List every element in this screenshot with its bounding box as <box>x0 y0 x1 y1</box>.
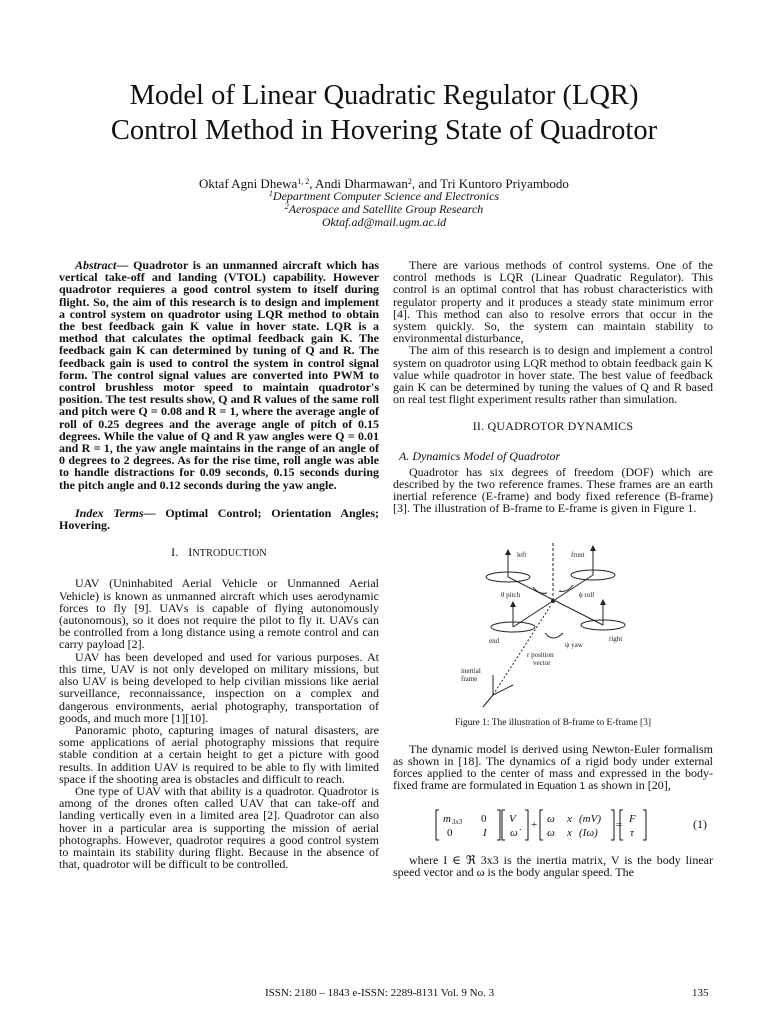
author-1-sup: 1, 2 <box>297 177 310 186</box>
section-1-first-letter: I <box>188 545 193 560</box>
svg-text:x: x <box>567 826 572 839</box>
svg-text:0: 0 <box>481 812 487 825</box>
svg-text:x: x <box>567 812 572 825</box>
svg-text:(Iω): (Iω) <box>579 826 598 839</box>
right-paragraph-2: The aim of this research is to design and implement a control system on quadrotor using LQR method to obtain feedback gain K value while quadrotor in hover state. The best value of feedback gain K can be determined by tuning the values of Q and R based on real test flight experiment results rather than simulation. <box>393 343 713 407</box>
section-heading-introduction <box>59 546 379 560</box>
page-number: 135 <box>692 987 709 999</box>
affiliation-1-text: Department Computer Science and Electronics <box>272 189 500 203</box>
quadrotor-frame-diagram <box>453 535 653 710</box>
affiliation-1-sup: 1 <box>268 189 273 198</box>
svg-text:(mV): (mV) <box>579 812 601 825</box>
fig-label-pitch: θ pitch <box>501 590 521 599</box>
newton-euler-text-1: The dynamic model is derived using Newton-Euler formalism as shown in [18]. The dynamics of a rigid body under external forces applied to the center of mass and expressed in the body-fixed frame are formulated in <box>393 741 713 793</box>
section-1-numeral: I. <box>171 545 179 560</box>
fig-label-vector: vector <box>533 658 551 667</box>
index-terms-label: Index Terms— <box>75 505 156 520</box>
svg-text:ω: ω <box>547 812 555 825</box>
svg-text:I: I <box>483 826 487 839</box>
svg-text:+: + <box>531 818 538 831</box>
svg-text:V: V <box>509 812 516 825</box>
dynamics-paragraph: Quadrotor has six degrees of freedom (DOF) which are described by the two reference frames. These frames are an earth inertial reference (E-frame) and body fixed reference (B-frame) [3]. The illustration of B-frame to E-frame is given in Figure 1. <box>393 464 713 516</box>
affiliation-2-text: Aerospace and Satellite Group Research <box>288 202 484 216</box>
author-2: Andi Dharmawan <box>315 176 408 191</box>
figure-1-caption: Figure 1: The illustration of B-frame to E-frame [3] <box>454 717 652 728</box>
author-3: Tri Kuntoro Priyambodo <box>440 176 569 191</box>
title-line-2: Control Method in Hovering State of Quadrotor <box>110 115 658 146</box>
intro-paragraph-1: UAV (Uninhabited Aerial Vehicle or Unmanned Aerial Vehicle) is known as unmanned aircraft which uses aerodynamic forces to fly [9]. UAVs is capable of flying autonomously (autonomous), so it does not require the pilot to fly it. UAVs can be controlled from a long distance using a remote control and can carry payload [2]. <box>59 576 379 652</box>
equation-1-number: (1) <box>693 816 707 831</box>
author-2-sup: 2 <box>407 177 412 186</box>
svg-text:3x3: 3x3 <box>452 817 463 826</box>
fig-label-yaw: ψ yaw <box>565 640 583 649</box>
svg-text:0: 0 <box>447 826 453 839</box>
equation-1-render <box>433 806 673 844</box>
fig-label-inertial: inertial <box>461 666 481 675</box>
section-1-rest: NTRODUCTION <box>192 548 267 560</box>
author-1: Oktaf Agni Dhewa <box>199 176 298 191</box>
svg-text:F: F <box>629 812 636 825</box>
equation-reference: Equation 1 <box>537 781 586 793</box>
author-sep-2: , and <box>411 176 441 191</box>
title-line-1: Model of Linear Quadratic Regulator (LQR) <box>129 80 639 111</box>
abstract-label: Abstract— <box>75 258 129 272</box>
affiliation-2-sup: 2 <box>284 202 289 211</box>
paper-title <box>40 78 728 148</box>
right-paragraph-1: There are various methods of control systems. One of the control methods is LQR (Linear Quadratic Regulator). This control is an optimal control that has robust characteristics with regulator property and it produces a steady state minimum error [4]. This method can also to resolve errors that occur in the system quickly. So, the system can maintain stability to environmental disturbance, <box>393 258 713 346</box>
abstract-text: Quadrotor is an unmanned aircraft which has vertical take-off and landing (VTOL) capability. However quadrotor requieres a good control system to itself during flight. So, the aim of this research is to design and implement a control system on quadrotor using LQR method to obtain the best feedback gain K value in hover state. LQR is a method that calculates the optimal feedback gain K. The feedback gain K can determined by tuning of Q and R. The feedback gain is used to control the system in control signal form. The control signal values are converted into PWM to control brushless motor speed to maintain quadrotor's position. The test results show, Q and R values of the same roll and pitch were Q = 0.08 and R = 1, where the average angle of roll of 0.25 degrees and the average angle of pitch of 0.15 degrees. While the value of Q and R yaw angles were Q = 0.01 and R = 1, the yaw angle maintains in the range of an angle of 0 degrees to 2 degrees. As for the rise time, roll angle was able to handle distractions for 0.09 seconds, 0.15 seconds during the pitch angle and 0.12 seconds during the yaw angle. <box>59 258 379 492</box>
author-email: Oktaf.ad@mail.ugm.ac.id <box>321 215 447 229</box>
affiliations <box>100 190 668 229</box>
fig-label-left: left <box>517 550 527 559</box>
intro-paragraph-4: One type of UAV with that ability is a quadrotor. Quadrotor is among of the drones often called UAV that can take-off and landing vertically even in a limited area [2]. Quadrotor can also hover in a particular area is supporting the mission of aerial photographs. However, quadrotor requires a good control system to maintain its stability during flight. Because in the absence of that, quadrotor will be difficult to be controlled. <box>59 783 379 872</box>
svg-text:=: = <box>616 818 623 831</box>
intro-paragraph-2: UAV has been developed and used for various purposes. At this time, UAV is not only developed on military missions, but also UAV is being developed to help civilian missions like aerial surveillance, reconnaissance, inspection on a complex and dangerous environments, aerial photography, transportation of goods, and much more [1][10]. <box>59 649 379 725</box>
index-terms <box>59 507 379 531</box>
fig-label-end: end <box>489 636 500 645</box>
intro-paragraph-3: Panoramic photo, capturing images of natural disasters, are some applications of aerial photography missions that require stable condition at a certain height to get a picture with good results. In addition UAV is required to be able to fly with limited space if the shooting area is obstacles and difficult to reach. <box>59 722 379 786</box>
inertia-paragraph: where I ∈ ℜ 3x3 is the inertia matrix, V is the body linear speed vector and ω is the body angular speed. The <box>393 852 713 879</box>
svg-text:ω: ω <box>547 826 555 839</box>
newton-euler-paragraph <box>393 743 713 794</box>
footer-issn: ISSN: 2180 – 1843 e-ISSN: 2289-8131 Vol. 9 No. 3 <box>265 987 495 999</box>
fig-label-roll: ϕ roll <box>579 590 595 599</box>
fig-label-position: r position <box>527 650 554 659</box>
index-terms-text: Optimal Control; Orientation Angles; Hovering. <box>59 505 379 533</box>
fig-label-front: front <box>571 550 585 559</box>
section-heading-dynamics: II. QUADROTOR DYNAMICS <box>472 419 634 434</box>
equation-1 <box>393 806 713 844</box>
arm-left-right <box>508 577 603 625</box>
author-sep-1: , <box>309 176 316 191</box>
fig-label-right: right <box>609 634 623 643</box>
fig-label-frame: frame <box>461 674 478 683</box>
svg-text:m: m <box>443 812 451 825</box>
newton-euler-text-2: as shown in [20], <box>585 778 671 793</box>
figure-1 <box>453 535 653 710</box>
svg-text:ω̇: ω̇ <box>510 826 518 839</box>
left-column <box>59 259 379 870</box>
subsection-heading-a: A. Dynamics Model of Quadrotor <box>399 448 561 463</box>
abstract <box>59 259 379 491</box>
right-column <box>393 259 713 878</box>
svg-text:τ: τ <box>630 826 634 839</box>
